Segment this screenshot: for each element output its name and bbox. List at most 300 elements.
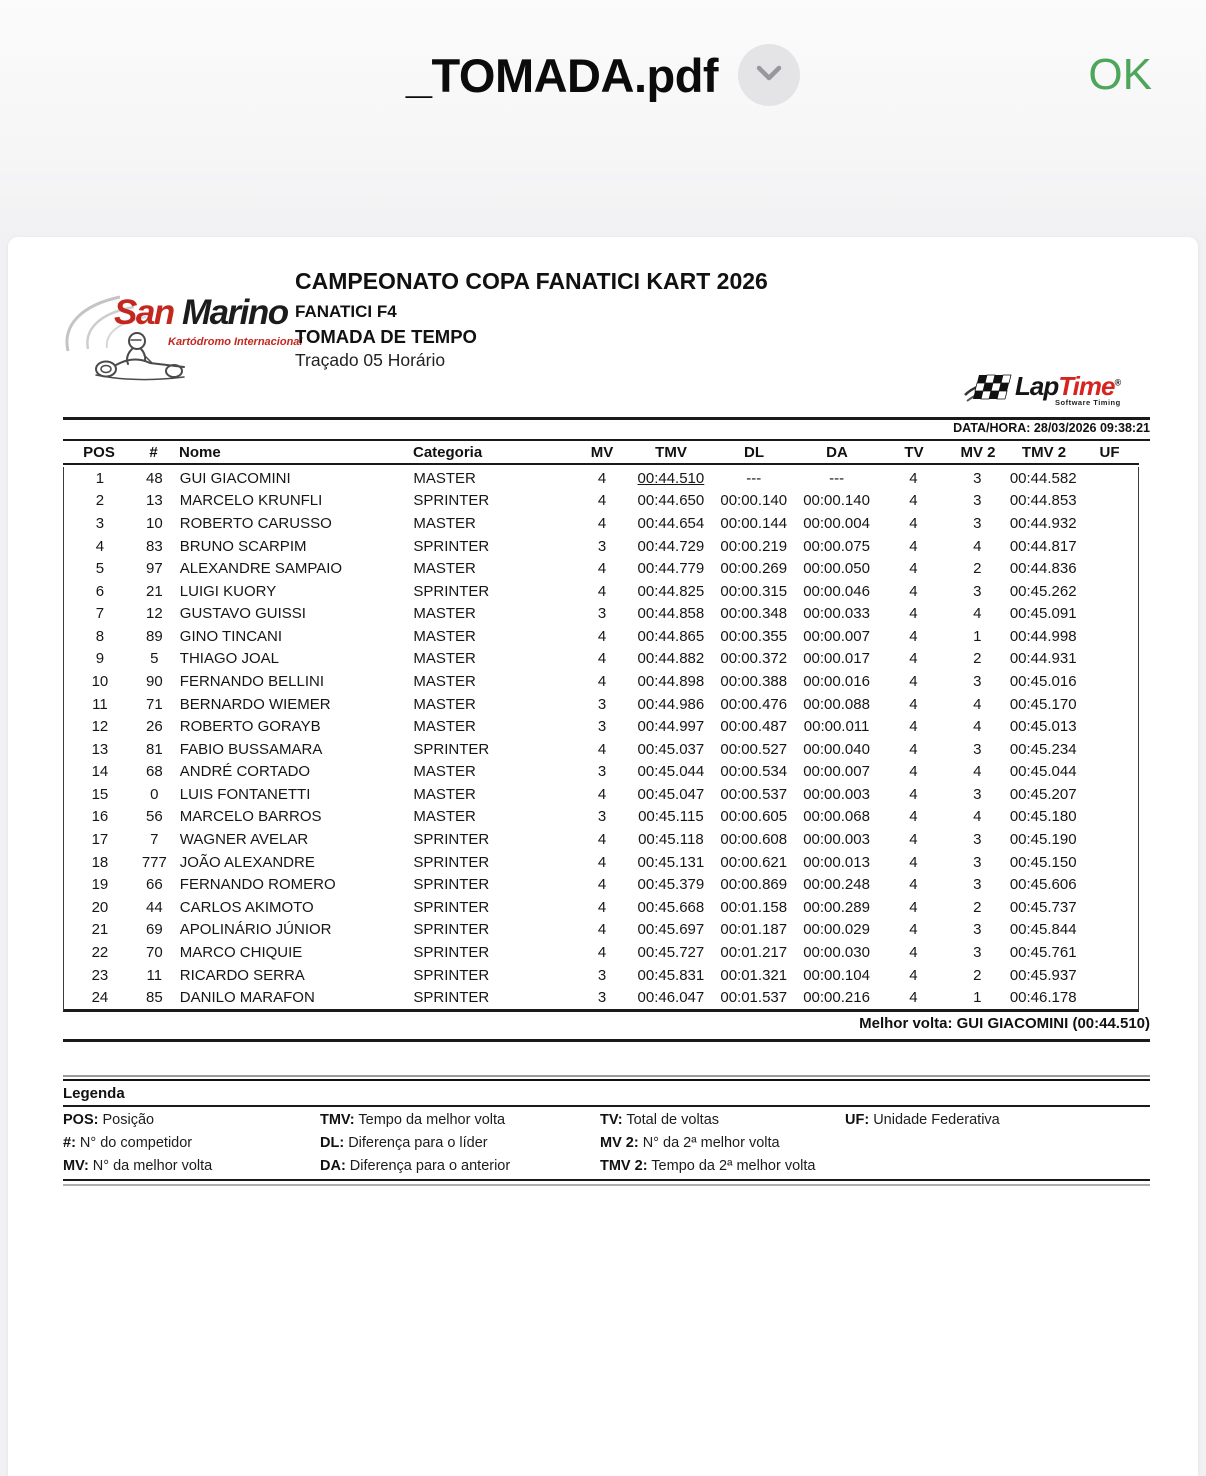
cell-tmv2: 00:45.606	[1009, 876, 1077, 894]
cell-categoria: SPRINTER	[413, 537, 490, 555]
table-row	[64, 986, 1138, 1009]
cell-nome: ALEXANDRE SAMPAIO	[179, 560, 343, 578]
cell-tv: 4	[909, 627, 918, 645]
cell-mv2: 3	[973, 853, 982, 871]
cell-da: 00:00.289	[803, 898, 870, 916]
cell-nome: FABIO BUSSAMARA	[179, 740, 323, 758]
cell-nome: THIAGO JOAL	[179, 650, 279, 668]
cell-uf	[1079, 896, 1138, 919]
legend-term: #:	[63, 1135, 76, 1151]
cell-categoria: SPRINTER	[413, 989, 490, 1007]
cell-uf	[1079, 648, 1138, 671]
legend-item	[845, 1155, 1150, 1178]
table-row	[64, 467, 1138, 490]
header-cell-tmv: TMV	[655, 443, 687, 461]
cell-da: 00:00.033	[803, 605, 870, 623]
cell-tv: 4	[909, 582, 918, 600]
document-title: _TOMADA.pdf	[405, 48, 719, 102]
cell-nome: MARCO CHIQUIE	[179, 943, 303, 961]
cell-mv: 4	[597, 831, 607, 849]
cell-num: 13	[145, 492, 163, 510]
table-row	[64, 873, 1138, 896]
cell-uf	[1079, 851, 1138, 874]
cell-uf	[1079, 535, 1138, 558]
cell-uf	[1079, 715, 1138, 738]
header-cell-da: DA	[826, 443, 848, 461]
cell-mv2: 2	[973, 898, 982, 916]
logo-word-time: Time	[1058, 371, 1115, 401]
cell-categoria: SPRINTER	[413, 831, 490, 849]
cell-tmv2: 00:45.844	[1009, 921, 1077, 939]
pdf-viewer-toolbar	[0, 0, 1206, 150]
cell-tmv: 00:44.510	[637, 469, 705, 487]
cell-nome: ROBERTO CARUSSO	[179, 514, 332, 532]
cell-tv: 4	[909, 650, 918, 668]
cell-categoria: SPRINTER	[413, 921, 490, 939]
cell-mv2: 3	[973, 740, 982, 758]
cell-tmv: 00:44.898	[637, 672, 705, 690]
legend-item: #: N° do competidor	[63, 1135, 193, 1151]
cell-nome: GUSTAVO GUISSI	[179, 605, 306, 623]
cell-pos: 3	[95, 514, 105, 532]
cell-mv: 4	[597, 560, 607, 578]
legend-separator	[63, 1075, 1150, 1081]
cell-tmv: 00:45.831	[637, 966, 705, 984]
cell-num: 21	[145, 582, 163, 600]
cell-dl: 00:00.372	[720, 650, 788, 668]
cell-tmv2: 00:45.190	[1009, 831, 1077, 849]
table-row	[64, 896, 1138, 919]
cell-mv: 4	[597, 740, 607, 758]
table-row	[64, 828, 1138, 851]
cell-nome: LUIS FONTANETTI	[179, 785, 311, 803]
legend-term: DL:	[320, 1135, 345, 1151]
cell-mv2: 4	[973, 763, 982, 781]
cell-da: 00:00.003	[803, 831, 870, 849]
cell-tmv: 00:45.668	[637, 898, 705, 916]
table-row	[64, 851, 1138, 874]
cell-categoria: SPRINTER	[413, 943, 490, 961]
cell-mv2: 4	[973, 537, 982, 555]
cell-tmv2: 00:45.761	[1009, 943, 1077, 961]
cell-mv2: 3	[973, 943, 982, 961]
cell-da: 00:00.003	[803, 785, 870, 803]
cell-tmv: 00:44.729	[637, 537, 705, 555]
cell-pos: 9	[95, 650, 105, 668]
cell-num: 97	[145, 560, 163, 578]
cell-dl: 00:00.621	[720, 853, 788, 871]
cell-nome: DANILO MARAFON	[179, 989, 315, 1007]
cell-mv: 4	[597, 514, 607, 532]
cell-num: 12	[145, 605, 163, 623]
header-cell-num: #	[149, 443, 158, 461]
logo-word-san: San	[114, 293, 174, 332]
cell-categoria: MASTER	[413, 469, 476, 487]
cell-mv2: 1	[973, 627, 982, 645]
cell-num: 48	[145, 469, 163, 487]
cell-da: 00:00.140	[803, 492, 870, 510]
cell-tmv2: 00:44.932	[1009, 514, 1077, 532]
cell-tmv: 00:44.654	[637, 514, 705, 532]
cell-uf	[1079, 602, 1138, 625]
header-cell-nome: Nome	[179, 443, 221, 461]
cell-mv2: 3	[973, 514, 982, 532]
cell-da: 00:00.007	[803, 763, 870, 781]
header-cell-dl: DL	[744, 443, 764, 461]
cell-num: 81	[145, 740, 163, 758]
cell-num: 83	[145, 537, 163, 555]
chevron-down-icon	[756, 65, 782, 86]
legend-term: TMV 2:	[600, 1158, 648, 1174]
cell-da: 00:00.248	[803, 876, 870, 894]
cell-tmv: 00:44.997	[637, 718, 705, 736]
cell-dl: 00:00.534	[720, 763, 788, 781]
legend-title: Legenda	[63, 1085, 125, 1102]
cell-mv2: 4	[973, 808, 982, 826]
table-row	[64, 964, 1138, 987]
cell-mv2: 3	[973, 672, 982, 690]
cell-tmv2: 00:44.998	[1009, 627, 1077, 645]
cell-num: 89	[145, 627, 163, 645]
cell-pos: 20	[91, 898, 109, 916]
cell-tmv: 00:45.379	[637, 876, 705, 894]
cell-nome: WAGNER AVELAR	[179, 831, 309, 849]
cell-nome: APOLINÁRIO JÚNIOR	[179, 921, 332, 939]
cell-tmv2: 00:45.180	[1009, 808, 1077, 826]
cell-mv2: 3	[973, 469, 982, 487]
championship-title: CAMPEONATO COPA FANATICI KART 2026	[295, 268, 768, 294]
cell-mv2: 4	[973, 605, 982, 623]
header-cell-pos: POS	[83, 443, 115, 461]
cell-pos: 15	[91, 785, 109, 803]
cell-tv: 4	[909, 469, 918, 487]
cell-tv: 4	[909, 492, 918, 510]
cell-da: 00:00.046	[803, 582, 870, 600]
logo-word-lap: Lap	[1015, 371, 1059, 401]
table-row	[64, 625, 1138, 648]
cell-nome: BRUNO SCARPIM	[179, 537, 307, 555]
cell-nome: BERNARDO WIEMER	[179, 695, 331, 713]
cell-tv: 4	[909, 989, 918, 1007]
cell-pos: 18	[91, 853, 109, 871]
cell-mv2: 3	[973, 492, 982, 510]
cell-tmv2: 00:45.016	[1009, 672, 1077, 690]
cell-mv: 3	[597, 718, 607, 736]
cell-mv: 3	[597, 695, 607, 713]
cell-tv: 4	[909, 831, 918, 849]
cell-uf	[1079, 490, 1138, 513]
cell-da: 00:00.088	[803, 695, 870, 713]
cell-tmv: 00:45.047	[637, 785, 705, 803]
cell-da: 00:00.007	[803, 627, 870, 645]
cell-tv: 4	[909, 605, 918, 623]
table-row	[64, 715, 1138, 738]
legend-item: TMV 2: Tempo da 2ª melhor volta	[600, 1158, 816, 1174]
cell-tmv: 00:44.825	[637, 582, 705, 600]
header-cell-mv: MV	[590, 443, 614, 461]
cell-nome: GINO TINCANI	[179, 627, 283, 645]
cell-tmv: 00:44.986	[637, 695, 705, 713]
cell-tmv: 00:44.865	[637, 627, 705, 645]
legend-item	[845, 1132, 1150, 1155]
cell-pos: 1	[95, 469, 105, 487]
table-row	[64, 783, 1138, 806]
ok-button[interactable]: OK	[1088, 50, 1152, 99]
cell-num: 777	[141, 853, 167, 871]
cell-dl: 00:00.476	[720, 695, 788, 713]
cell-tmv2: 00:45.234	[1009, 740, 1077, 758]
pdf-page[interactable]	[8, 237, 1198, 1476]
cell-mv: 4	[597, 492, 607, 510]
cell-mv: 3	[597, 966, 607, 984]
rule-legend-bottom	[63, 1179, 1150, 1181]
cell-tmv: 00:45.044	[637, 763, 705, 781]
category-title: FANATICI F4	[295, 302, 397, 321]
cell-tv: 4	[909, 808, 918, 826]
table-row	[64, 580, 1138, 603]
cell-tmv2: 00:45.737	[1009, 898, 1077, 916]
cell-dl: 00:00.487	[720, 718, 788, 736]
cell-categoria: MASTER	[413, 514, 476, 532]
legend-item: POS: Posição	[63, 1112, 155, 1128]
legend-term: UF:	[845, 1112, 870, 1128]
cell-da: 00:00.004	[803, 514, 870, 532]
cell-num: 69	[145, 921, 163, 939]
cell-pos: 11	[92, 695, 108, 713]
cell-categoria: MASTER	[413, 672, 476, 690]
cell-num: 11	[146, 966, 163, 984]
cell-tmv: 00:44.779	[637, 560, 705, 578]
checkered-flag-icon	[963, 373, 1019, 409]
table-header-row	[63, 441, 1139, 465]
cell-dl: 00:01.187	[720, 921, 788, 939]
cell-tmv: 00:45.697	[637, 921, 705, 939]
cell-pos: 14	[91, 763, 109, 781]
cell-mv2: 2	[973, 966, 982, 984]
cell-da: 00:00.075	[803, 537, 870, 555]
cell-tv: 4	[909, 785, 918, 803]
cell-pos: 24	[91, 989, 109, 1007]
cell-num: 70	[145, 943, 163, 961]
cell-tmv2: 00:44.817	[1009, 537, 1077, 555]
track-schedule-line: Traçado 05 Horário	[295, 350, 446, 370]
cell-categoria: MASTER	[413, 808, 476, 826]
cell-uf	[1079, 761, 1138, 784]
cell-dl: ---	[746, 469, 762, 487]
cell-mv2: 3	[973, 785, 982, 803]
header-cell-categoria: Categoria	[413, 443, 483, 461]
cell-pos: 16	[91, 808, 109, 826]
cell-pos: 19	[91, 876, 109, 894]
legend-grid	[63, 1109, 1150, 1178]
cell-uf	[1079, 964, 1138, 987]
cell-categoria: MASTER	[413, 650, 476, 668]
cell-tv: 4	[909, 740, 918, 758]
cell-uf	[1079, 783, 1138, 806]
table-row	[64, 648, 1138, 671]
cell-dl: 00:00.527	[720, 740, 788, 758]
cell-uf	[1079, 828, 1138, 851]
cell-mv2: 4	[973, 695, 982, 713]
cell-num: 0	[150, 785, 159, 803]
rule-top	[63, 417, 1150, 420]
session-title: TOMADA DE TEMPO	[295, 326, 477, 347]
cell-nome: ANDRÉ CORTADO	[179, 763, 311, 781]
cell-categoria: SPRINTER	[413, 876, 490, 894]
cell-tv: 4	[909, 943, 918, 961]
cell-tv: 4	[909, 672, 918, 690]
cell-mv: 4	[597, 582, 607, 600]
cell-categoria: SPRINTER	[413, 966, 490, 984]
cell-tv: 4	[909, 537, 918, 555]
legend-term: DA:	[320, 1158, 346, 1174]
cell-uf	[1079, 941, 1138, 964]
cell-uf	[1079, 738, 1138, 761]
table-row	[64, 670, 1138, 693]
legend-term: POS:	[63, 1112, 99, 1128]
cell-nome: LUIGI KUORY	[179, 582, 277, 600]
cell-nome: JOÃO ALEXANDRE	[179, 853, 315, 871]
legend-item: DL: Diferença para o líder	[320, 1135, 488, 1151]
table-row	[64, 919, 1138, 942]
cell-mv: 4	[597, 921, 607, 939]
cell-da: 00:00.068	[803, 808, 870, 826]
cell-dl: 00:01.537	[720, 989, 788, 1007]
legend-item: TMV: Tempo da melhor volta	[320, 1112, 506, 1128]
legend-term: TMV:	[320, 1112, 355, 1128]
cell-tv: 4	[909, 514, 918, 532]
table-row	[64, 602, 1138, 625]
cell-tv: 4	[909, 966, 918, 984]
cell-mv: 4	[597, 469, 607, 487]
cell-dl: 00:01.158	[720, 898, 788, 916]
cell-pos: 10	[91, 672, 109, 690]
rule-legend-bottom-gray	[63, 1184, 1150, 1186]
cell-tmv2: 00:44.836	[1009, 560, 1077, 578]
cell-pos: 6	[95, 582, 105, 600]
cell-pos: 17	[91, 831, 109, 849]
cell-tv: 4	[909, 695, 918, 713]
cell-dl: 00:00.608	[720, 831, 788, 849]
san-marino-logo	[56, 287, 303, 379]
legend-item: UF: Unidade Federativa	[845, 1112, 1000, 1128]
cell-pos: 4	[95, 537, 105, 555]
cell-tmv: 00:46.047	[637, 989, 705, 1007]
cell-num: 44	[145, 898, 163, 916]
cell-dl: 00:00.144	[720, 514, 788, 532]
rule-under-legend-title	[63, 1105, 1150, 1107]
cell-tmv: 00:44.882	[637, 650, 705, 668]
cell-nome: GUI GIACOMINI	[179, 469, 291, 487]
header-cell-tv: TV	[904, 443, 924, 461]
cell-da: 00:00.011	[803, 718, 870, 736]
cell-dl: 00:01.217	[720, 943, 788, 961]
cell-dl: 00:00.869	[720, 876, 788, 894]
cell-mv2: 2	[973, 560, 982, 578]
cell-uf	[1079, 806, 1138, 829]
legend-term: TV:	[600, 1112, 623, 1128]
cell-da: 00:00.013	[803, 853, 870, 871]
cell-categoria: MASTER	[413, 695, 476, 713]
cell-tmv: 00:45.037	[637, 740, 705, 758]
table-rows	[63, 467, 1139, 1012]
laptime-logo	[963, 371, 1139, 413]
document-title-group	[0, 0, 1206, 150]
cell-pos: 5	[95, 560, 105, 578]
cell-uf	[1079, 670, 1138, 693]
cell-uf	[1079, 625, 1138, 648]
cell-nome: MARCELO KRUNFLI	[179, 492, 323, 510]
cell-num: 26	[145, 718, 163, 736]
cell-pos: 22	[91, 943, 109, 961]
cell-tmv: 00:45.118	[638, 831, 704, 849]
cell-tmv2: 00:45.013	[1009, 718, 1077, 736]
cell-mv: 4	[597, 672, 607, 690]
cell-num: 5	[150, 650, 159, 668]
cell-tmv2: 00:44.931	[1009, 650, 1077, 668]
table-row	[64, 535, 1138, 558]
table-row	[64, 941, 1138, 964]
cell-num: 7	[150, 831, 159, 849]
cell-tmv2: 00:45.170	[1009, 695, 1077, 713]
cell-tmv2: 00:45.937	[1009, 966, 1077, 984]
cell-mv: 4	[597, 627, 607, 645]
cell-mv: 4	[597, 650, 607, 668]
cell-dl: 00:00.388	[720, 672, 788, 690]
cell-nome: FERNANDO BELLINI	[179, 672, 324, 690]
cell-num: 10	[145, 514, 163, 532]
cell-dl: 00:00.315	[720, 582, 788, 600]
cell-categoria: MASTER	[413, 763, 476, 781]
table-row	[64, 806, 1138, 829]
cell-num: 56	[145, 808, 163, 826]
cell-dl: 00:00.269	[720, 560, 788, 578]
logo-word-marino: Marino	[181, 293, 288, 332]
cell-pos: 21	[91, 921, 109, 939]
cell-categoria: MASTER	[413, 605, 476, 623]
table-row	[64, 512, 1138, 535]
header-cell-uf: UF	[1099, 443, 1120, 461]
cell-nome: CARLOS AKIMOTO	[179, 898, 314, 916]
cell-da: 00:00.050	[803, 560, 870, 578]
cell-da: 00:00.017	[803, 650, 870, 668]
title-menu-button[interactable]	[738, 44, 800, 106]
cell-tmv: 00:44.650	[637, 492, 705, 510]
cell-categoria: SPRINTER	[413, 582, 490, 600]
header-cell-mv2: MV 2	[960, 443, 996, 461]
cell-num: 85	[145, 989, 163, 1007]
cell-tv: 4	[909, 853, 918, 871]
cell-nome: FERNANDO ROMERO	[179, 876, 336, 894]
cell-mv: 3	[597, 537, 607, 555]
cell-mv: 4	[597, 876, 607, 894]
cell-tv: 4	[909, 876, 918, 894]
cell-categoria: SPRINTER	[413, 853, 490, 871]
legend-item: MV: N° da melhor volta	[63, 1158, 213, 1174]
cell-nome: MARCELO BARROS	[179, 808, 322, 826]
cell-da: 00:00.016	[803, 672, 870, 690]
cell-tmv2: 00:45.207	[1009, 785, 1077, 803]
cell-tmv2: 00:45.091	[1009, 605, 1077, 623]
cell-dl: 00:00.537	[720, 785, 788, 803]
cell-mv: 4	[597, 853, 607, 871]
cell-dl: 00:00.605	[720, 808, 788, 826]
cell-mv2: 3	[973, 921, 982, 939]
registered-mark: ®	[1114, 377, 1121, 388]
cell-da: 00:00.216	[803, 989, 870, 1007]
cell-tmv2: 00:46.178	[1009, 989, 1077, 1007]
cell-tv: 4	[909, 718, 918, 736]
